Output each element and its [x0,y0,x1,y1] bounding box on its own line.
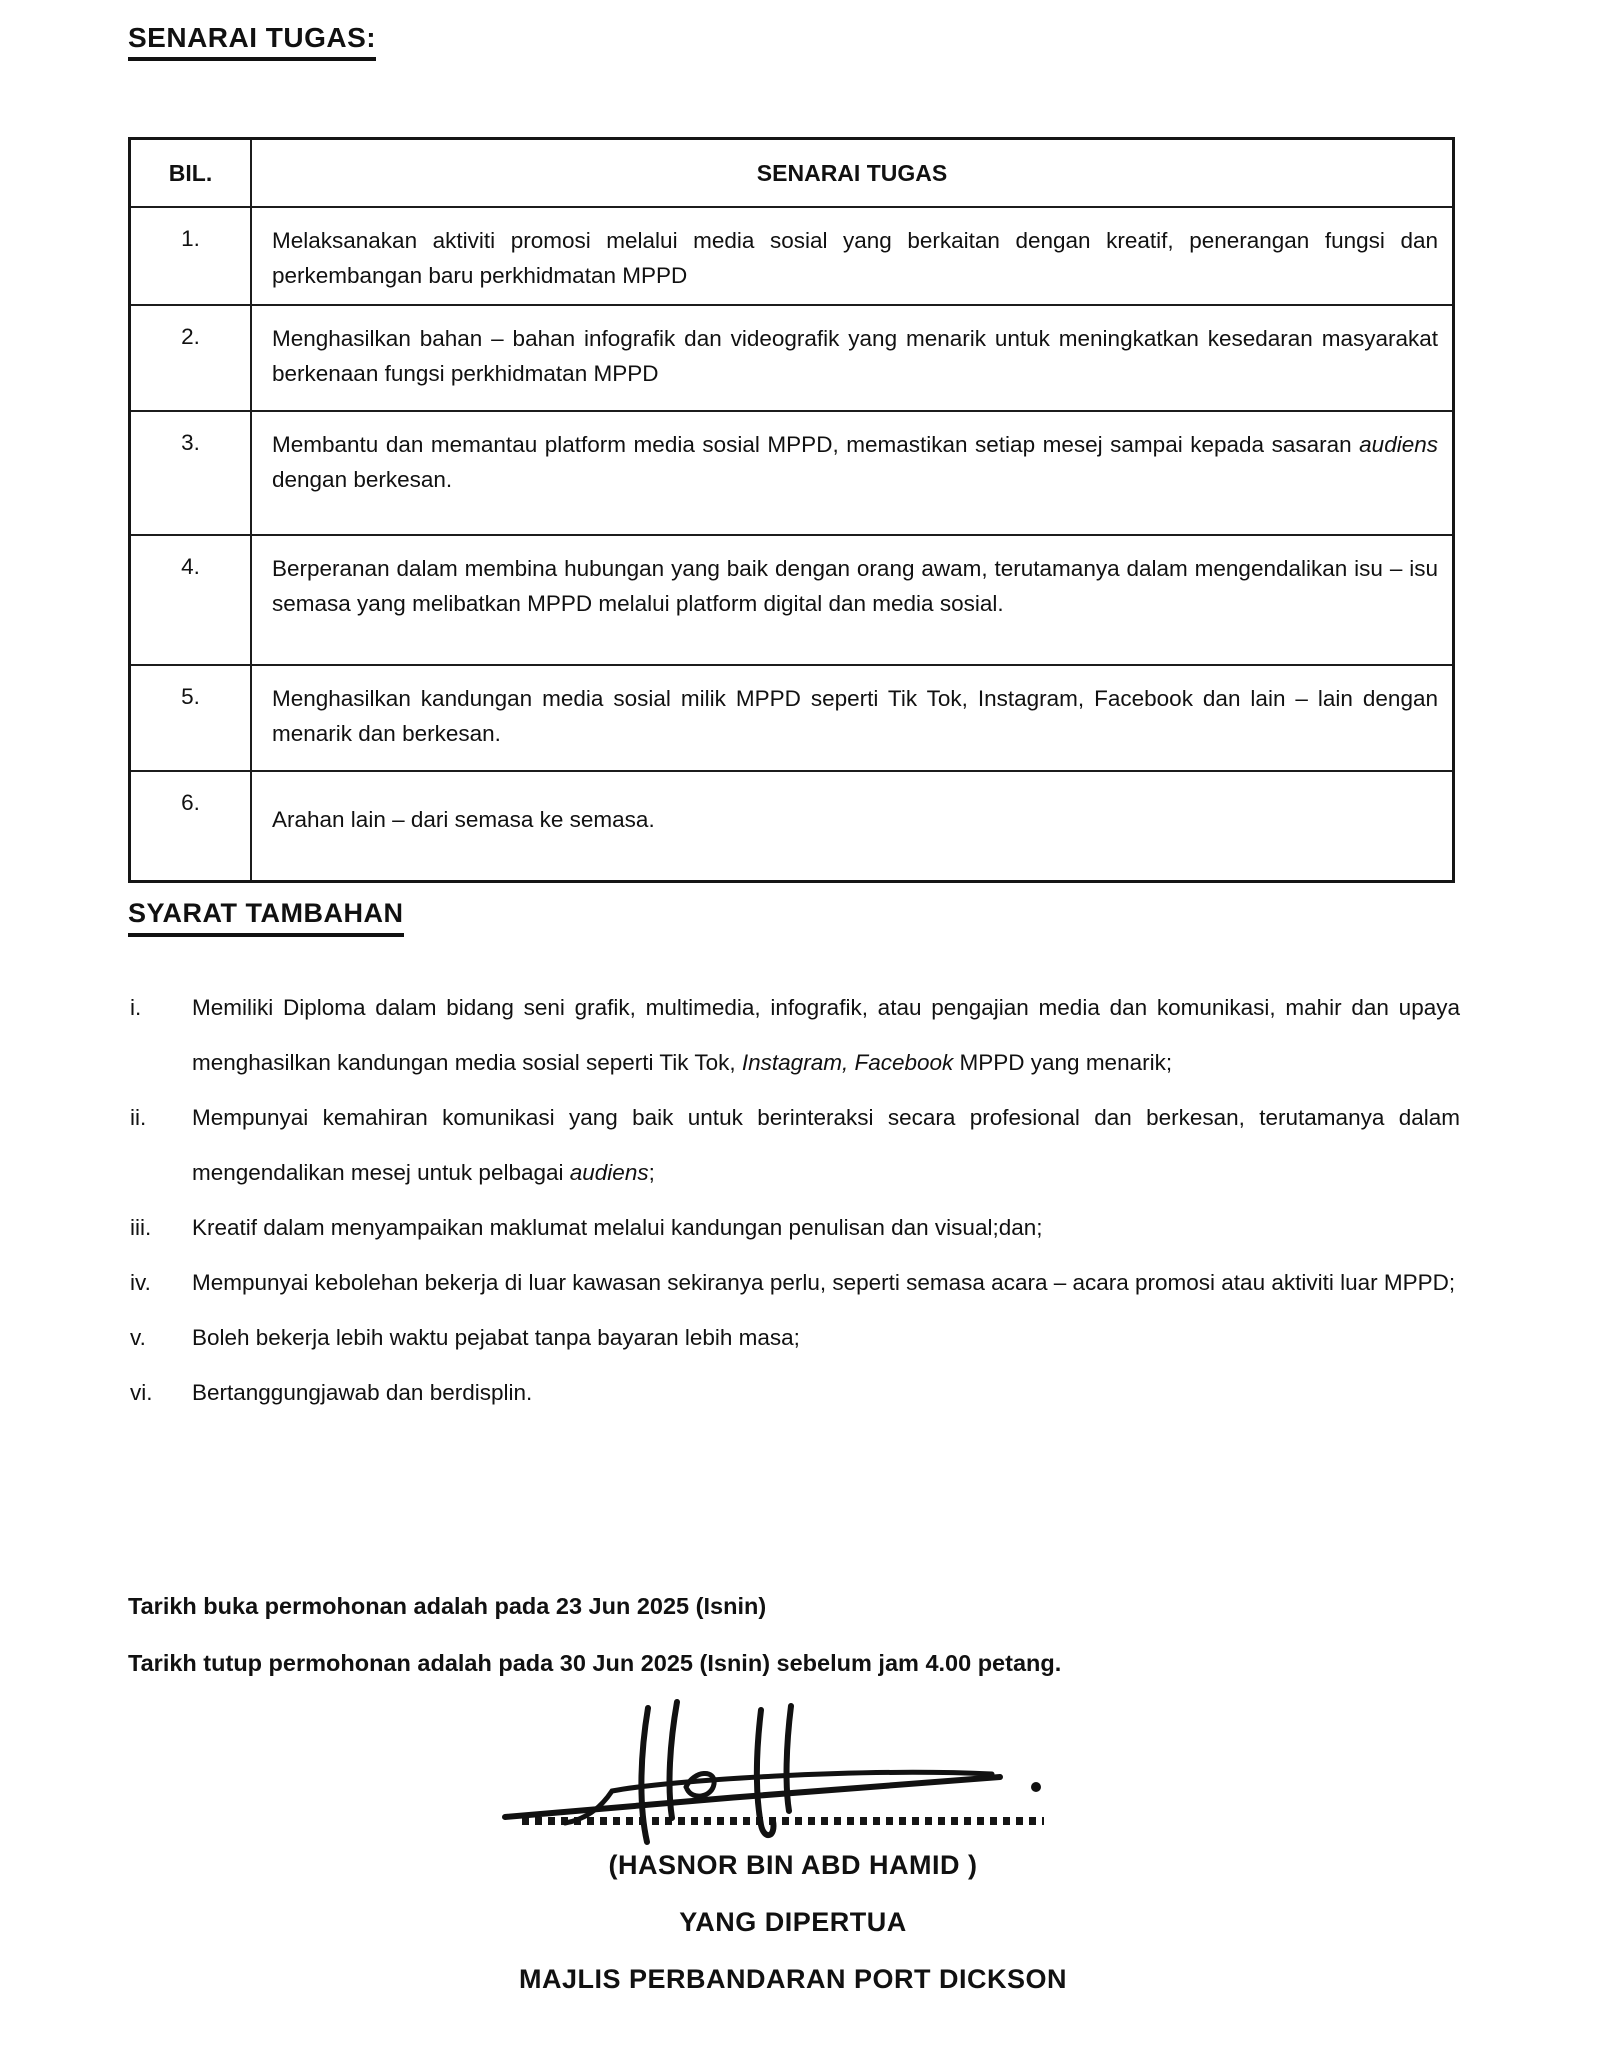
table-row [131,208,1452,306]
item-numeral: v. [130,1325,146,1350]
signer-block [128,1849,1458,2020]
table-header-bil: BIL. [131,140,252,206]
task-number: 3. [131,412,252,534]
item-text: Mempunyai kemahiran komunikasi yang baik untuk berinteraksi secara profesional dan berkesan, terutamanya dalam mengendalikan mesej untuk pelbagai audiens; [192,1105,1460,1185]
item-numeral: i. [130,995,142,1020]
task-number: 2. [131,306,252,410]
item-text: Bertanggungjawab dan berdisplin. [192,1380,533,1405]
task-number: 4. [131,536,252,664]
list-item [130,1310,1460,1365]
item-text: Kreatif dalam menyampaikan maklumat melalui kandungan penulisan dan visual;dan; [192,1215,1043,1240]
item-numeral: ii. [130,1105,147,1130]
item-numeral: vi. [130,1380,153,1405]
task-text: Menghasilkan bahan – bahan infografik dan videografik yang menarik untuk meningkatkan kesedaran masyarakat berkenaan fungsi perkhidmatan MPPD [272,326,1438,386]
task-text: Melaksanakan aktiviti promosi melalui media sosial yang berkaitan dengan kreatif, penerangan fungsi dan perkembangan baru perkhidmatan MPPD [272,228,1438,288]
table-row [131,772,1452,880]
signer-organization: MAJLIS PERBANDARAN PORT DICKSON [518,1964,1068,1994]
task-text: Menghasilkan kandungan media sosial milik MPPD seperti Tik Tok, Instagram, Facebook dan lain – lain dengan menarik dan berkesan. [272,686,1438,746]
syarat-heading: SYARAT TAMBAHAN [128,898,404,937]
table-row [131,536,1452,666]
date-close-line: Tarikh tutup permohonan adalah pada 30 Jun 2025 (Isnin) sebelum jam 4.00 petang. [128,1650,1062,1676]
table-row [131,412,1452,536]
list-item [130,1365,1460,1420]
task-number: 5. [131,666,252,770]
table-header-tugas: SENARAI TUGAS [756,159,948,186]
date-open-line: Tarikh buka permohonan adalah pada 23 Jun 2025 (Isnin) [128,1593,767,1619]
item-numeral: iv. [130,1270,151,1295]
task-number: 1. [131,208,252,304]
table-row [131,666,1452,772]
table-header-row [131,140,1452,208]
item-numeral: iii. [130,1215,152,1240]
item-text: Mempunyai kebolehan bekerja di luar kawasan sekiranya perlu, seperti semasa acara – acara promosi atau aktiviti luar MPPD; [192,1270,1456,1295]
tasks-table [128,137,1455,883]
application-dates [128,1578,1468,1692]
task-text: Membantu dan memantau platform media sosial MPPD, memastikan setiap mesej sampai kepada sasaran audiens dengan berkesan. [272,432,1438,492]
task-number: 6. [131,772,252,880]
signature-mark [470,1690,1070,1855]
list-item [130,1255,1460,1310]
syarat-list [130,980,1460,1420]
table-row [131,306,1452,412]
task-text: Berperanan dalam membina hubungan yang baik dengan orang awam, terutamanya dalam mengendalikan isu – isu semasa yang melibatkan MPPD melalui platform digital dan media sosial. [272,556,1438,616]
list-item [130,980,1460,1090]
list-item [130,1090,1460,1200]
page-title: SENARAI TUGAS: [128,22,376,61]
item-text: Memiliki Diploma dalam bidang seni grafik, multimedia, infografik, atau pengajian media dan komunikasi, mahir dan upaya menghasilkan kandungan media sosial seperti Tik Tok, Instagram, Facebook MPPD yang menarik; [192,995,1460,1075]
item-text: Boleh bekerja lebih waktu pejabat tanpa bayaran lebih masa; [192,1325,800,1350]
signer-name: (HASNOR BIN ABD HAMID ) [608,1850,978,1880]
signer-title: YANG DIPERTUA [679,1907,907,1937]
task-text: Arahan lain – dari semasa ke semasa. [272,807,655,832]
list-item [130,1200,1460,1255]
